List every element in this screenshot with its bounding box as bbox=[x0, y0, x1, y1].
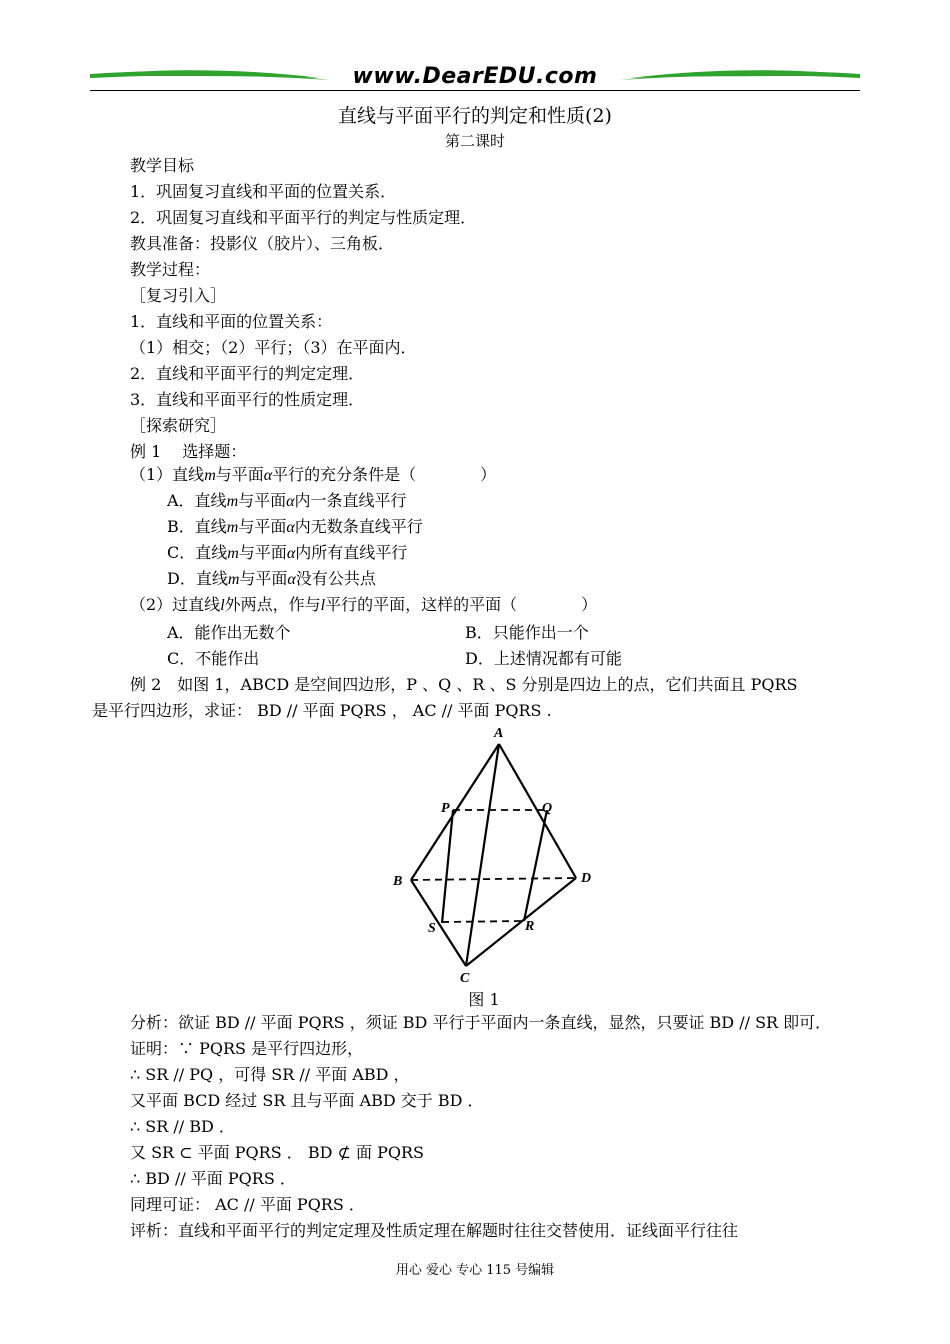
question-1-option: A．直线m与平面α内一条直线平行 bbox=[167, 491, 407, 510]
label-a: A bbox=[494, 726, 504, 741]
question-2-option-a: A．能作出无数个 bbox=[167, 623, 291, 642]
proof-line: 分析：欲证 BD // 平面 PQRS ，须证 BD 平行于平面内一条直线，显然，只要证 BD // SR 即可． bbox=[130, 1013, 832, 1032]
text-line: 教学目标 bbox=[130, 156, 195, 175]
text-line: （1）相交；（2）平行；（3）在平面内． bbox=[130, 338, 417, 357]
text-line: ［探索研究］ bbox=[130, 416, 227, 435]
logo-text: www.DearEDU.com bbox=[352, 64, 598, 89]
example-2-line-1: 例 2 如图 1，ABCD 是空间四边形，P 、Q 、R 、S 分别是四边上的点，它们共面且 PQRS bbox=[130, 675, 798, 694]
proof-line: 同理可证： AC // 平面 PQRS ． bbox=[130, 1195, 365, 1214]
question-2-option-d: D．上述情况都有可能 bbox=[465, 649, 622, 668]
question-1-option: C．直线m与平面α内所有直线平行 bbox=[167, 543, 408, 562]
page-subtitle: 第二课时 bbox=[444, 132, 505, 150]
text-line: 2．直线和平面平行的判定定理． bbox=[130, 364, 365, 383]
question-1-option: D．直线m与平面α没有公共点 bbox=[167, 569, 376, 588]
question-1-stem: （1）直线m与平面α平行的充分条件是（ ） bbox=[130, 465, 497, 484]
page-title: 直线与平面平行的判定和性质(2) bbox=[338, 105, 612, 127]
proof-line: 评析：直线和平面平行的判定定理及性质定理在解题时往往交替使用．证线面平行往往 bbox=[130, 1221, 739, 1240]
question-1-option: B．直线m与平面α内无数条直线平行 bbox=[167, 517, 423, 536]
question-2-option-c: C．不能作出 bbox=[167, 649, 260, 668]
proof-line: ∴ SR // BD ． bbox=[130, 1117, 235, 1136]
example-2-line-2: 是平行四边形，求证： BD // 平面 PQRS ， AC // 平面 PQRS . bbox=[92, 701, 552, 720]
page-footer: 用心 爱心 专心 115 号编辑 bbox=[395, 1263, 555, 1278]
label-r: R bbox=[525, 919, 535, 934]
figure-caption: 图 1 bbox=[468, 990, 500, 1009]
text-line: 教学过程： bbox=[130, 260, 211, 279]
text-line: 1．巩固复习直线和平面的位置关系． bbox=[130, 182, 397, 201]
text-line: 1．直线和平面的位置关系： bbox=[130, 312, 333, 331]
proof-line: 又 SR ⊂ 平面 PQRS ． BD ⊄ 面 PQRS bbox=[130, 1143, 424, 1162]
proof-line: 又平面 BCD 经过 SR 且与平面 ABD 交于 BD ． bbox=[130, 1091, 484, 1110]
header-rule bbox=[90, 90, 860, 91]
text-line: 3．直线和平面平行的性质定理． bbox=[130, 390, 365, 409]
question-2-stem: （2）过直线l外两点，作与l平行的平面，这样的平面（ ） bbox=[130, 595, 598, 614]
question-2-option-b: B．只能作出一个 bbox=[465, 623, 589, 642]
label-d: D bbox=[581, 871, 592, 886]
figure-1-tetrahedron bbox=[380, 720, 610, 985]
proof-line: ∴ SR // PQ ，可得 SR // 平面 ABD ， bbox=[130, 1065, 410, 1084]
proof-line: ∴ BD // 平面 PQRS ． bbox=[130, 1169, 296, 1188]
text-line: 例 1 选择题： bbox=[130, 442, 247, 461]
text-line: ［复习引入］ bbox=[130, 286, 227, 305]
label-q: Q bbox=[542, 801, 553, 816]
label-b: B bbox=[393, 874, 403, 889]
label-c: C bbox=[460, 971, 470, 985]
proof-line: 证明：∵ PQRS 是平行四边形， bbox=[130, 1039, 364, 1058]
text-line: 教具准备：投影仪（胶片）、三角板． bbox=[130, 234, 395, 253]
label-s: S bbox=[428, 921, 436, 936]
label-p: P bbox=[441, 801, 450, 816]
text-line: 2．巩固复习直线和平面平行的判定与性质定理． bbox=[130, 208, 477, 227]
